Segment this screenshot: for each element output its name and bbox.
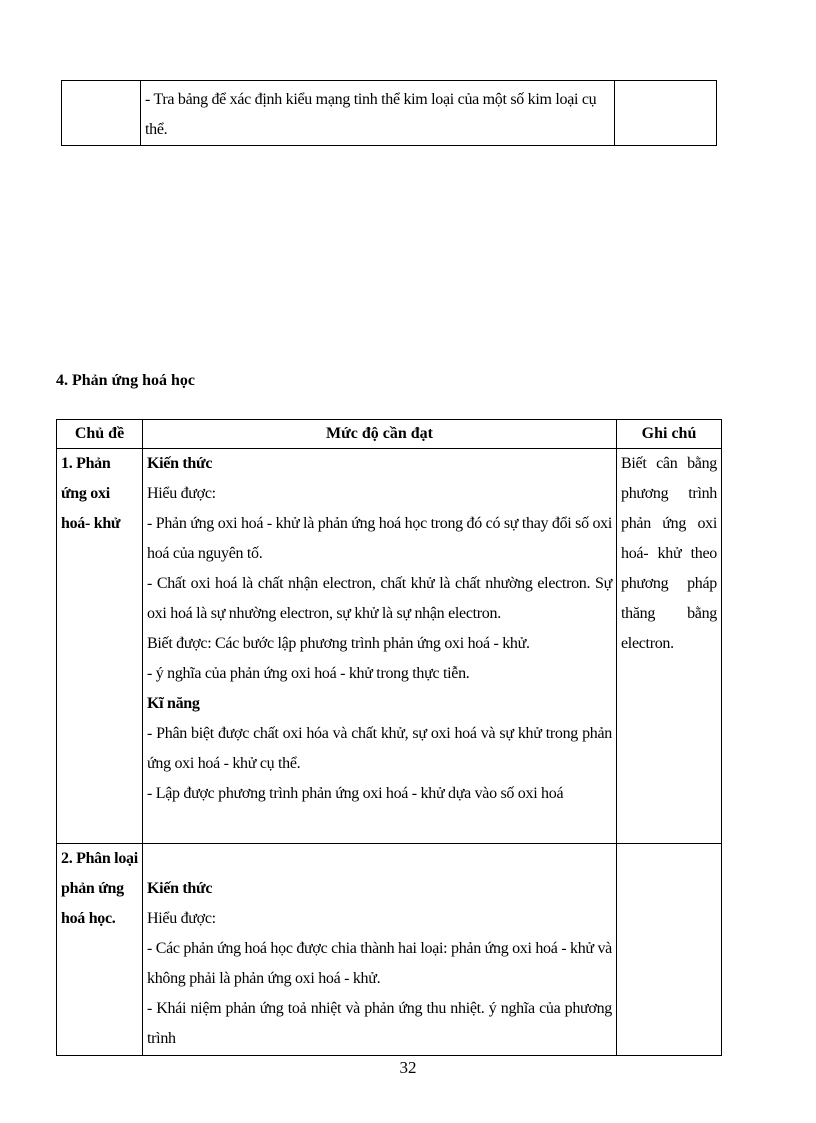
knowledge-heading: Kiến thức xyxy=(147,880,213,897)
requirements-table xyxy=(56,419,722,1056)
note-cell: Biết cân bằng phương trình phản ứng oxi hoá- khử theo phương pháp thăng bằng electron. xyxy=(617,449,722,844)
content-line: - Lập được phương trình phản ứng oxi hoá - khử dựa vào số oxi hoá xyxy=(147,785,564,802)
content-line: - ý nghĩa của phản ứng oxi hoá - khử trong thực tiễn. xyxy=(147,665,470,682)
content-line: Biết được: Các bước lập phương trình phản ứng oxi hoá - khử. xyxy=(147,635,530,652)
content-cell: - Tra bảng để xác định kiểu mạng tinh thể kim loại của một số kim loại cụ thể. xyxy=(141,81,615,146)
topic-cell xyxy=(62,81,141,146)
knowledge-heading: Kiến thức xyxy=(147,455,213,472)
content-line: - Khái niệm phản ứng toả nhiệt và phản ứng thu nhiệt. ý nghĩa của phương trình xyxy=(147,1000,612,1047)
content-line: Hiểu được: xyxy=(147,485,216,502)
content-line: - Các phản ứng hoá học được chia thành hai loại: phản ứng oxi hoá - khử và không phải là phản ứng oxi hoá - khử. xyxy=(147,940,612,987)
note-cell xyxy=(617,844,722,1056)
content-line: - Phân biệt được chất oxi hóa và chất khử, sự oxi hoá và sự khử trong phản ứng oxi hoá - khử cụ thể. xyxy=(147,725,612,772)
table-header-row xyxy=(57,420,722,449)
table-row xyxy=(57,449,722,844)
topic-cell: 1. Phản ứng oxi hoá- khử xyxy=(57,449,143,844)
header-topic: Chủ đề xyxy=(57,420,143,449)
continued-table xyxy=(61,80,717,146)
note-cell xyxy=(615,81,717,146)
content-cell xyxy=(143,844,617,1056)
content-line: - Phản ứng oxi hoá - khử là phản ứng hoá học trong đó có sự thay đổi số oxi hoá của nguyên tố. xyxy=(147,515,613,562)
header-note: Ghi chú xyxy=(617,420,722,449)
topic-cell: 2. Phân loại phản ứng hoá học. xyxy=(57,844,143,1056)
content-line: Hiểu được: xyxy=(147,910,216,927)
table-row xyxy=(57,844,722,1056)
section-title: 4. Phản ứng hoá học xyxy=(56,372,195,389)
content-cell xyxy=(143,449,617,844)
header-level: Mức độ cần đạt xyxy=(143,420,617,449)
skills-heading: Kĩ năng xyxy=(147,695,200,712)
content-line: - Chất oxi hoá là chất nhận electron, chất khử là chất nhường electron. Sự oxi hoá là sự nhường electron, sự khử là sự nhận electron. xyxy=(147,575,612,622)
page-number: 32 xyxy=(399,1058,417,1077)
